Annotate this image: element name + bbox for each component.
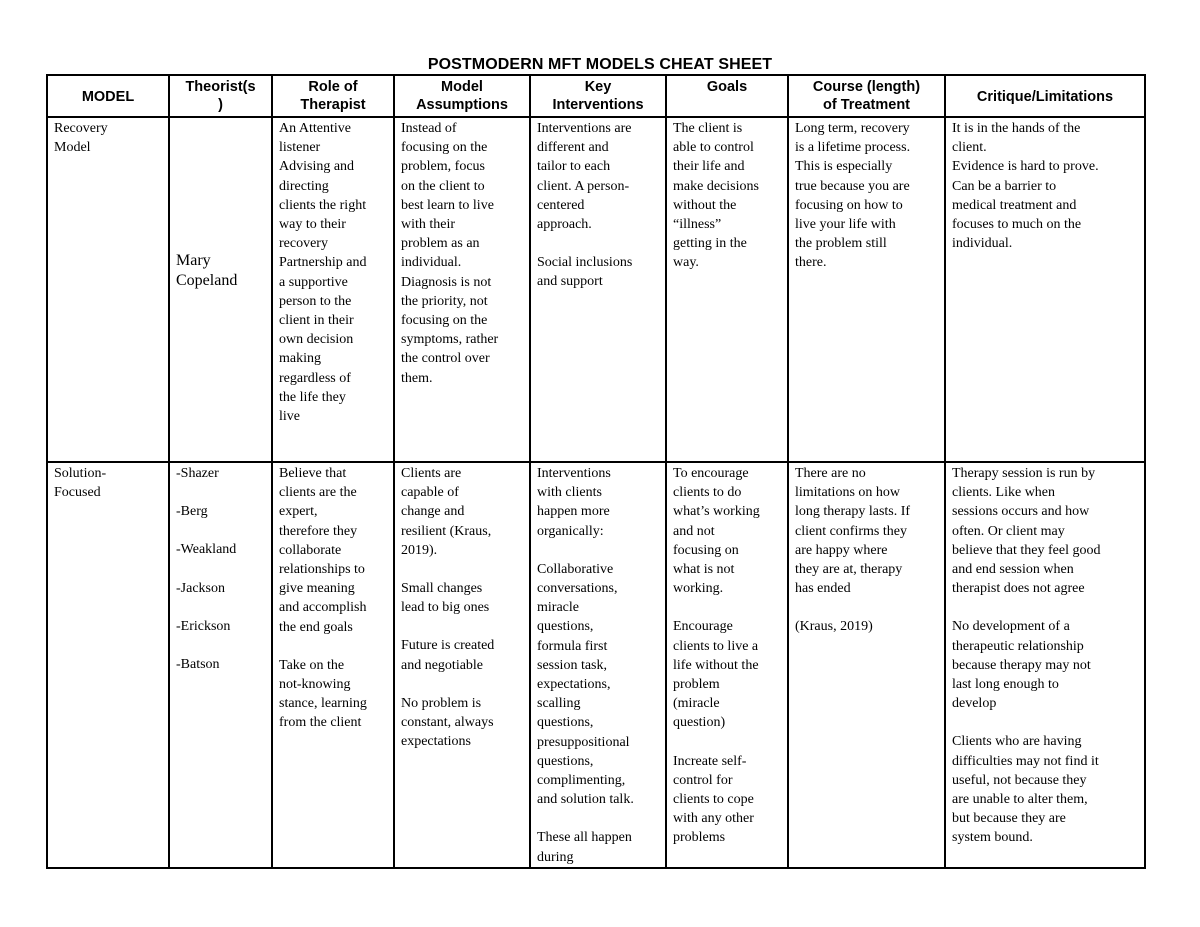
cell-paragraph: Encourage clients to live a life without the problem (miracle question) [673, 619, 759, 731]
cell-paragraph: Take on the not-knowing stance, learning from the client [279, 657, 367, 731]
cheat-sheet-table [46, 74, 1146, 869]
cell-paragraph: Collaborative conversations, miracle questions, formula first session task, expectations, scalling questions, presuppositional questions, complimenting, and solution talk. [537, 561, 634, 808]
header-model: MODEL [47, 75, 169, 117]
header-interventions: Key Interventions [530, 75, 666, 117]
theorist-cell [169, 462, 272, 868]
goals-cell [666, 462, 788, 868]
theorist-name: -Berg [176, 504, 208, 520]
header-assumptions: Model Assumptions [394, 75, 530, 117]
theorist-name: Mary Copeland [176, 252, 238, 289]
header-row [47, 75, 1145, 117]
cell-paragraph: Increate self- control for clients to cope with any other problems [673, 753, 754, 846]
cell-paragraph: Interventions are different and tailor to each client. A person- centered approach. [537, 121, 632, 233]
course-cell [788, 462, 945, 868]
cell-paragraph: Clients are capable of change and resilient (Kraus, 2019). [401, 466, 492, 558]
cell-paragraph: To encourage clients to do what’s working and not focusing on what is not working. [673, 466, 760, 597]
header-goals: Goals [666, 75, 788, 117]
model-cell: Recovery Model [47, 117, 169, 462]
theorist-name: -Batson [176, 657, 220, 673]
theorist-name: -Erickson [176, 618, 231, 634]
cell-paragraph: Small changes lead to big ones [401, 581, 490, 616]
theorist-cell [169, 117, 272, 462]
cell-paragraph: Clients who are having difficulties may not find it useful, not because they are unable to alter them, but because they are system bound. [952, 734, 1099, 846]
cell-paragraph: Interventions with clients happen more organically: [537, 466, 611, 539]
interventions-cell [530, 117, 666, 462]
header-course: Course (length) of Treatment [788, 75, 945, 117]
theorist-name: -Jackson [176, 580, 225, 596]
cell-paragraph: Future is created and negotiable [401, 638, 495, 673]
header-critique: Critique/Limitations [945, 75, 1145, 117]
theorist-name: -Shazer [176, 466, 219, 481]
header-theorist: Theorist(s ) [169, 75, 272, 117]
cell-paragraph: No problem is constant, always expectations [401, 695, 494, 750]
table-row [47, 117, 1145, 462]
table-row [47, 462, 1145, 868]
cell-paragraph: No development of a therapeutic relationship because therapy may not last long enough to develop [952, 619, 1091, 712]
model-cell: Solution- Focused [47, 462, 169, 868]
course-cell: Long term, recovery is a lifetime process. This is especially true because you are focusing on how to live your life with the problem still there. [788, 117, 945, 462]
interventions-cell [530, 462, 666, 868]
cell-paragraph: These all happen during [537, 830, 632, 865]
cell-paragraph: Believe that clients are the expert, therefore they collaborate relationships to give meaning and accomplish the end goals [279, 466, 367, 635]
critique-cell [945, 462, 1145, 868]
header-role: Role of Therapist [272, 75, 394, 117]
goals-cell: The client is able to control their life and make decisions without the “illness” getting in the way. [666, 117, 788, 462]
cell-paragraph: (Kraus, 2019) [795, 619, 873, 635]
cell-paragraph: Social inclusions and support [537, 255, 633, 290]
assumptions-cell: Instead of focusing on the problem, focus on the client to best learn to live with their problem as an individual. Diagnosis is not the priority, not focusing on the symptoms, rather the control over them. [394, 117, 530, 462]
theorist-name: -Weakland [176, 542, 237, 558]
critique-cell: It is in the hands of the client. Evidence is hard to prove. Can be a barrier to medical treatment and focuses to much on the individual. [945, 117, 1145, 462]
assumptions-cell [394, 462, 530, 868]
cell-paragraph: Therapy session is run by clients. Like when sessions occurs and how often. Or client may believe that they feel good and end session when therapist does not agree [952, 466, 1101, 597]
cell-paragraph: There are no limitations on how long therapy lasts. If client confirms they are happy where they are at, therapy has ended [795, 466, 911, 597]
role-cell: An Attentive listener Advising and directing clients the right way to their recovery Partnership and a supportive person to the client in their own decision making regardless of the life they live [272, 117, 394, 462]
role-cell [272, 462, 394, 868]
page-title: POSTMODERN MFT MODELS CHEAT SHEET [427, 56, 773, 73]
